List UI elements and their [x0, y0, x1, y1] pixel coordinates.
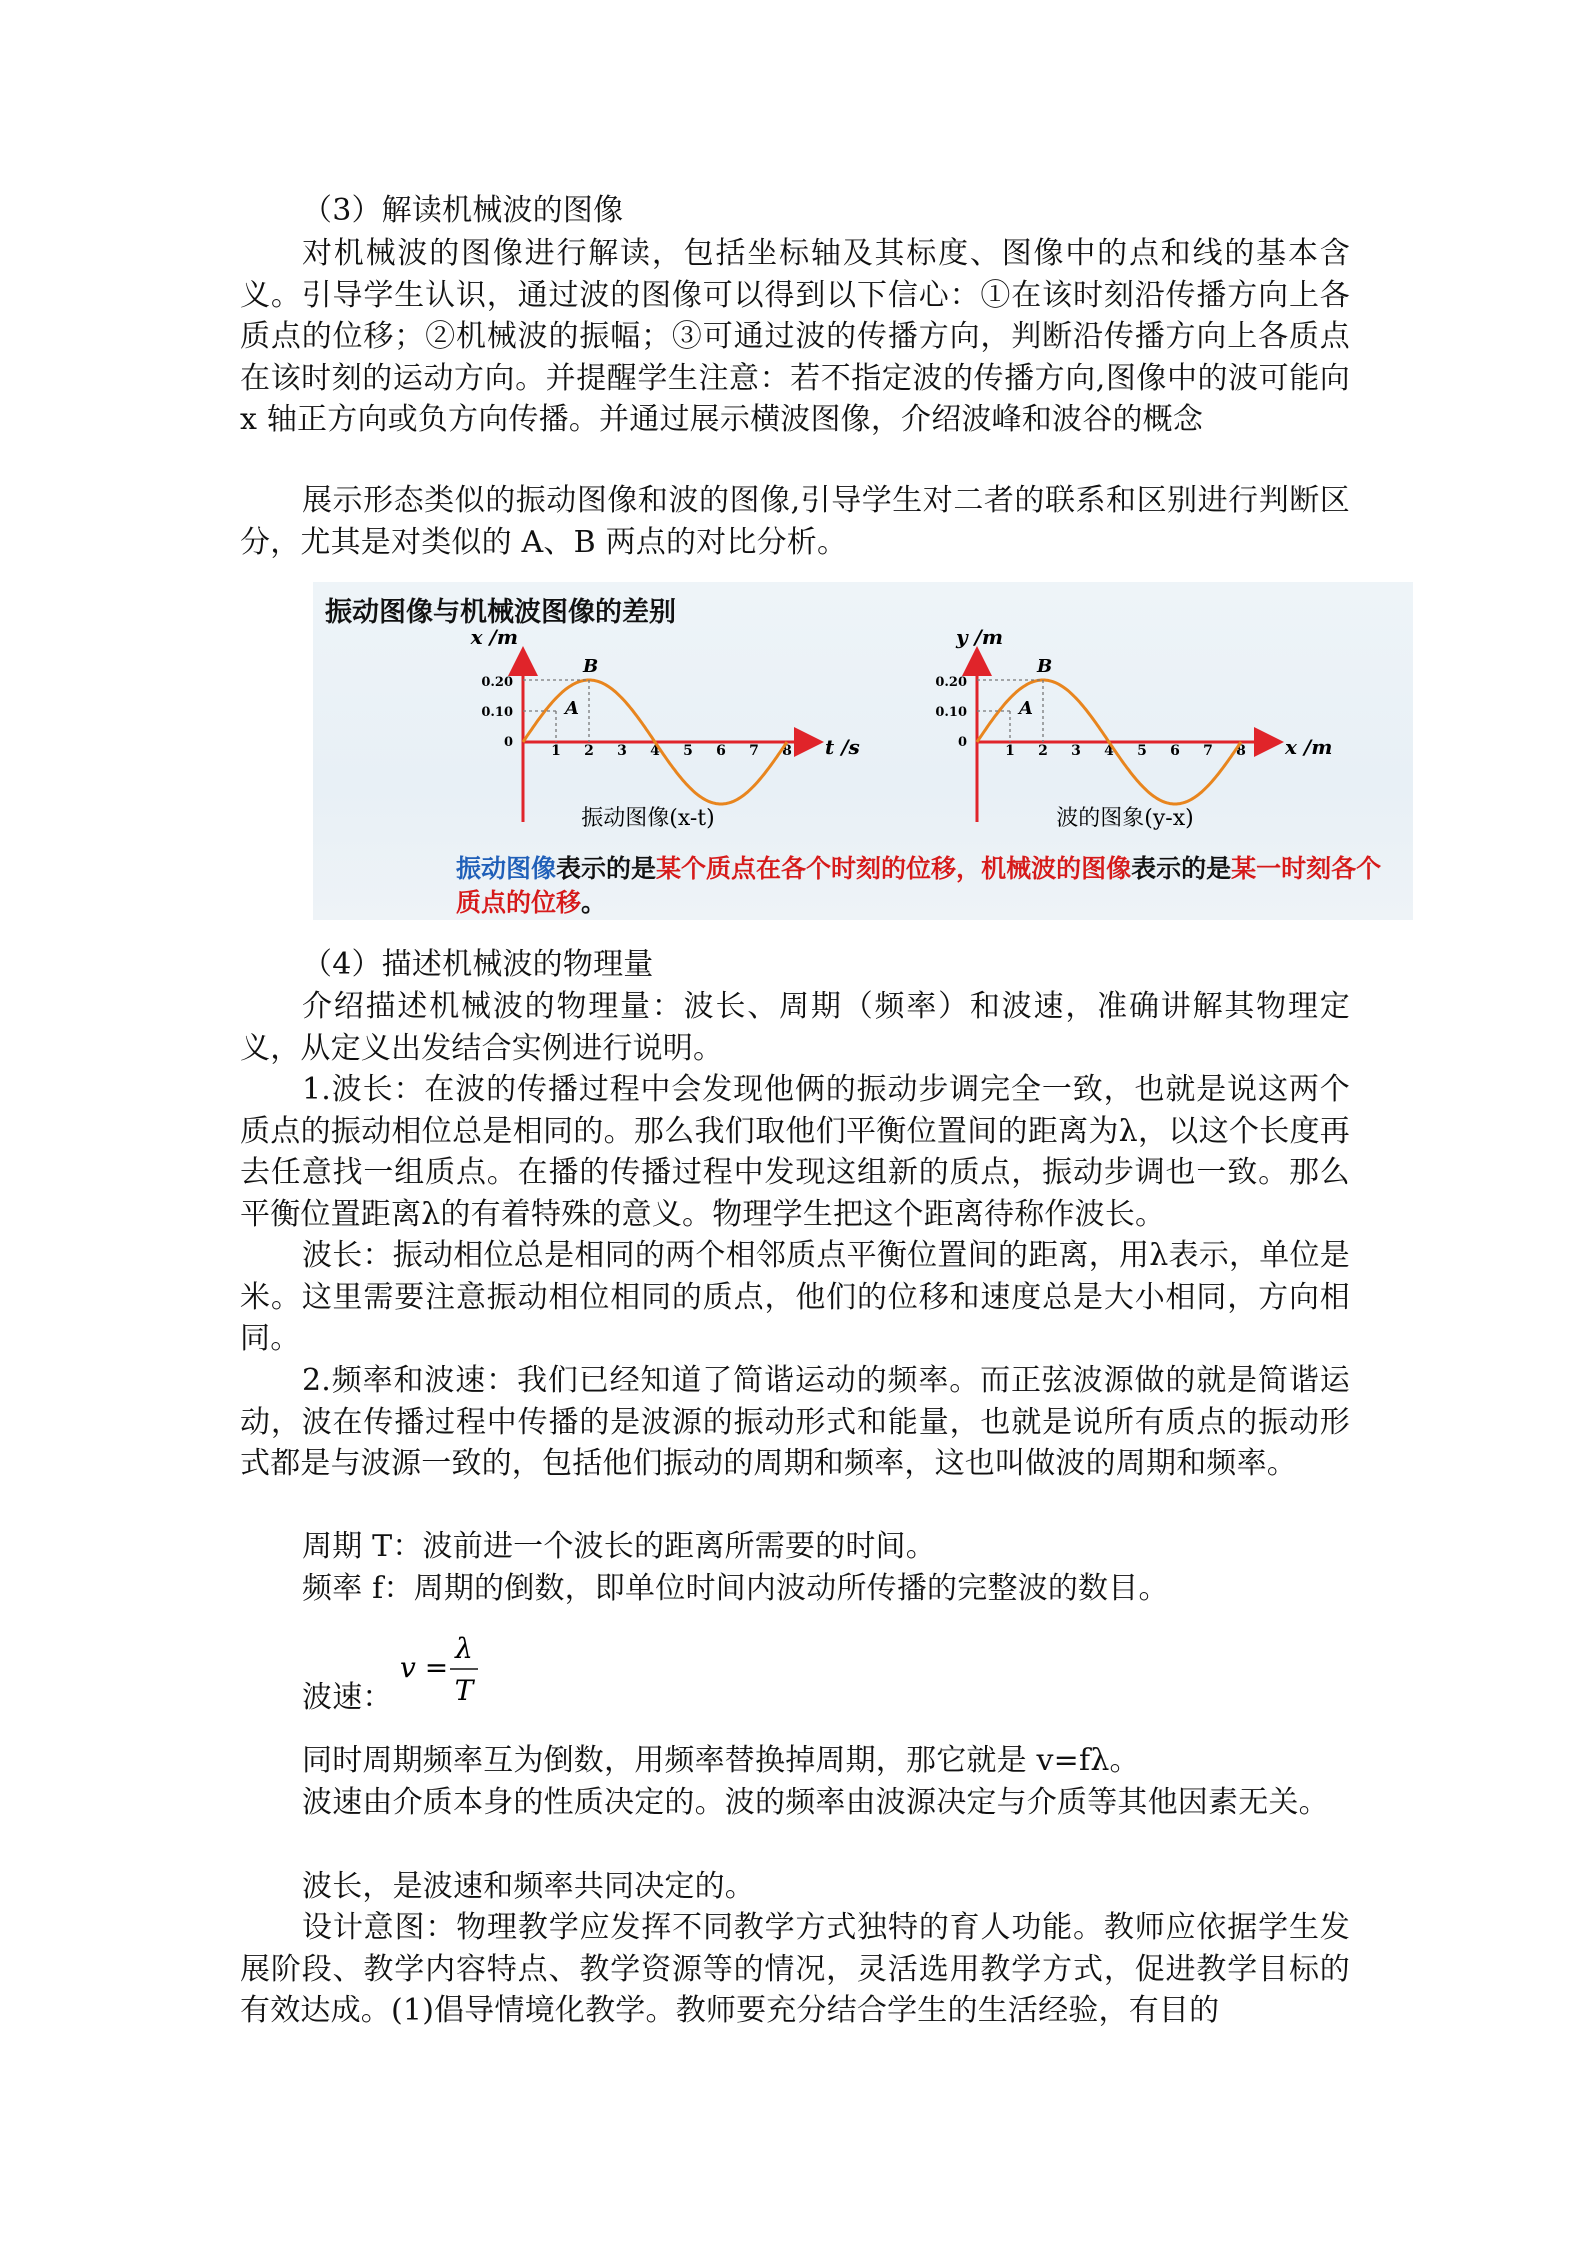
wave-y-tick: 0.20 [935, 675, 967, 690]
vibration-graph [470, 625, 860, 822]
formula-numerator: λ [455, 1632, 473, 1665]
caption-text: 表示的是 [1131, 854, 1232, 883]
wave-x-ticks [1005, 743, 1246, 759]
figure-charts [313, 582, 1413, 852]
x-tick-label: 2 [584, 743, 594, 759]
vibration-y-tick: 0.10 [481, 705, 513, 720]
point-a-label: A [565, 698, 579, 719]
caption-term-wave: 机械波的图像 [981, 854, 1132, 883]
wavelength-definition: 波长：振动相位总是相同的两个相邻质点平衡位置间的距离，用λ表示，单位是米。这里需要注意振动相位相同的质点，他们的位移和速度总是大小相同，方向相同。 [240, 1238, 1350, 1356]
x-tick-label: 8 [782, 743, 792, 759]
vibration-graph-caption: 振动图像(x-t) [581, 806, 715, 831]
wave-y-tick: 0.10 [935, 705, 967, 720]
vibration-y-axis-label: x /m [470, 625, 518, 649]
x-tick-label: 7 [749, 743, 759, 759]
design-intent: 设计意图：物理教学应发挥不同教学方式独特的育人功能。教师应依据学生发展阶段、教学内容特点、教学资源等的情况，灵活选用教学方式，促进教学目标的有效达成。(1)倡导情境化教学。教师要充分结合学生的生活经验，有目的 [240, 1910, 1350, 2028]
caption-punct: ， [956, 854, 982, 883]
wave-graph-caption: 波的图象(y-x) [1056, 806, 1194, 831]
point-a-label: A [1019, 698, 1033, 719]
vibration-x-ticks [551, 743, 792, 759]
caption-highlight: 某一时刻各个质点的位移 [456, 854, 1382, 917]
section4-heading: （4）描述机械波的物理量 [302, 947, 654, 982]
x-tick-label: 4 [650, 743, 660, 759]
x-tick-label: 1 [551, 743, 561, 759]
period-definition: 周期 T：波前进一个波长的距离所需要的时间。 [302, 1529, 936, 1564]
section3-heading: （3）解读机械波的图像 [302, 193, 624, 228]
caption-highlight: 某个质点在各个时刻的位移 [656, 854, 957, 883]
wave-comparison-figure [313, 582, 1413, 920]
point-b-label: B [1037, 656, 1053, 677]
x-tick-label: 5 [1137, 743, 1147, 759]
section3-paragraph-2: 展示形态类似的振动图像和波的图像,引导学生对二者的联系和区别进行判断区分，尤其是对类似的 A、B 两点的对比分析。 [240, 483, 1350, 560]
frequency-definition: 频率 f：周期的倒数，即单位时间内波动所传播的完整波的数目。 [302, 1571, 1169, 1606]
vibration-x-axis-label: t /s [825, 735, 860, 759]
caption-term-vibration: 振动图像 [456, 854, 557, 883]
wave-x-axis-label: x /m [1285, 735, 1333, 759]
x-tick-label: 3 [617, 743, 627, 759]
wave-y-tick: 0 [957, 735, 967, 750]
wave-y-axis-label: y /m [955, 625, 1003, 649]
wavelength-paragraph: 1.波长：在波的传播过程中会发现他俩的振动步调完全一致，也就是说这两个质点的振动相位总是相同的。那么我们取他们平衡位置间的距离为λ，以这个长度再去任意找一组质点。在播的传播过程中发现这组新的质点，振动步调也一致。那么平衡位置距离λ的有着特殊的意义。物理学生把这个距离待称作波长。 [240, 1072, 1350, 1232]
x-tick-label: 4 [1104, 743, 1114, 759]
x-tick-label: 2 [1038, 743, 1048, 759]
caption-punct: 。 [581, 888, 607, 917]
figure-title: 振动图像与机械波图像的差别 [325, 597, 676, 628]
caption-text: 表示的是 [556, 854, 657, 883]
vibration-y-tick: 0.20 [481, 675, 513, 690]
wave-speed-formula [398, 1628, 488, 1725]
formula-svg [398, 1628, 488, 1718]
x-tick-label: 7 [1203, 743, 1213, 759]
wave-graph [935, 625, 1332, 822]
x-tick-label: 8 [1236, 743, 1246, 759]
frequency-paragraph: 2.频率和波速：我们已经知道了简谐运动的频率。而正弦波源做的就是简谐运动，波在传播过程中传播的是波源的振动形式和能量，也就是说所有质点的振动形式都是与波源一致的，包括他们振动的周期和频率，这也叫做波的周期和频率。 [240, 1363, 1350, 1481]
section3-paragraph-1: 对机械波的图像进行解读，包括坐标轴及其标度、图像中的点和线的基本含义。引导学生认识，通过波的图像可以得到以下信心：①在该时刻沿传播方向上各质点的位移；②机械波的振幅；③可通过波的传播方向，判断沿传播方向上各质点在该时刻的运动方向。并提醒学生注意：若不指定波的传播方向,图像中的波可能向 x 轴正方向或负方向传播。并通过展示横波图像，介绍波峰和波谷的概念 [240, 236, 1350, 437]
x-tick-label: 1 [1005, 743, 1015, 759]
figure-caption [456, 852, 1406, 920]
wave-speed-label: 波速： [302, 1680, 393, 1715]
x-tick-label: 6 [716, 743, 726, 759]
formula-denominator: T [454, 1674, 474, 1707]
point-b-label: B [583, 656, 599, 677]
wavelength-decided: 波长，是波速和频率共同决定的。 [302, 1869, 755, 1904]
x-tick-label: 5 [683, 743, 693, 759]
section4-intro: 介绍描述机械波的物理量：波长、周期（频率）和波速，准确讲解其物理定义，从定义出发结合实例进行说明。 [240, 989, 1350, 1066]
x-tick-label: 6 [1170, 743, 1180, 759]
medium-statement: 波速由介质本身的性质决定的。波的频率由波源决定与介质等其他因素无关。 [302, 1785, 1329, 1820]
vibration-y-tick: 0 [503, 735, 513, 750]
x-tick-label: 3 [1071, 743, 1081, 759]
frequency-wavelength-relation: 同时周期频率互为倒数，用频率替换掉周期，那它就是 v=fλ。 [302, 1743, 1140, 1778]
formula-lhs: v = [400, 1651, 449, 1684]
